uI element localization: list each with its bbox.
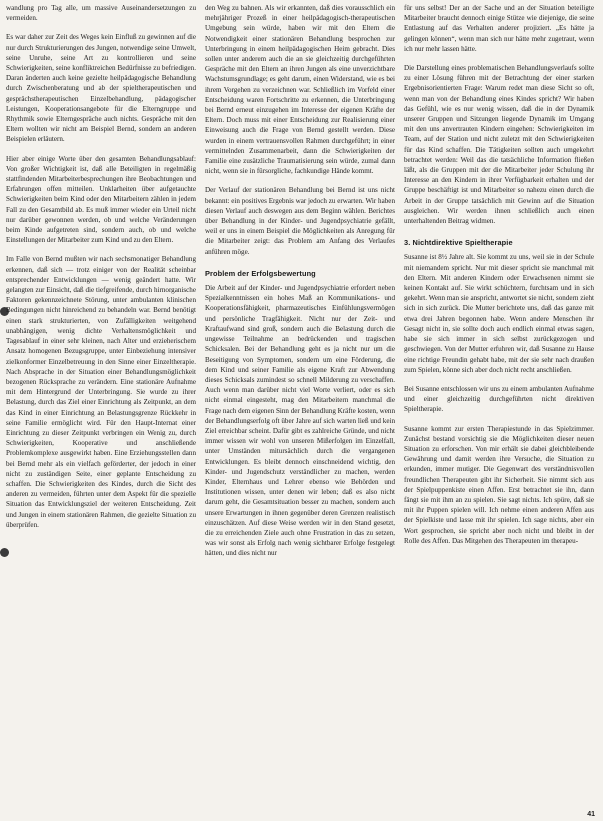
text-column-right: [404, 3, 594, 546]
paragraph: den Weg zu bahnen. Als wir erkannten, daß dies vorausschlich ein mehrjähriger Prozeß in einer heilpädagogisch-therapeutischen Umgebung sein würde, haben wir mit den Eltern die Notwendigkeit einer stationären Behandlung besprochen zur Unterbringung in einem heilpädagogischen Heim gebracht. Dies sollen unter anderem auch die an sie gleichzeitig durchgeführten Gespräche mit den Eltern an ihren Jungen als eine unverzichtbare Wachstumsgrundlage; es geht darum, einen Widerstand, wie es bei ihrem Vorgehen zu verzeichnen war. Schließlich im Vorfeld einer Entscheidung waren Fortschritte zu erkennen, die Unterbringung bei Bernd erneut einzugehen im Interesse der eigenen Kräfte der Eltern. Doch muss mit einer Entscheidung zur Realisierung einer Einweisung auch die Frage von Bernd gestellt werden. Diese wurden in einem vertrauensvollen Rahmen durchgeführt; in einer vermittelnden Zusammenarbeit, dann die Schwierigkeiten der Familie eine zusätzliche Traumatisierung sein würde, zumal dann nicht, wenn sie in fürsorgliche, fachkundige Hände kommt.: [205, 4, 395, 176]
paragraph: Susanne ist 8½ Jahre alt. Sie kommt zu uns, weil sie in der Schule mit niemandem spricht. Nur mit dieser spricht sie manchmal mit den Eltern. Mit anderen Kindern oder Erwachsenen nimmt sie keinen Kontakt auf. Sie wirkt schüchtern, furchtsam und in sich gekehrt. Wenn man sie anspricht, antwortet sie nicht, sondern zieht sich in sich zurück. Die Mutter berichtete uns, daß das ganze mit etwa drei Jahren begonnen habe. Wenn andere Menschen ihr Gesagt nicht in, sie sollte doch auch endlich einmal etwas sagen, habe sie sich immer in sich selbst zurückgezogen und geschwiegen. Von der Mutter erfuhren wir, daß Susanne zu Hause eine richtige Freundin gehabt habe, mit der sie sehr nach draußen zum Spielen, könne sich aber doch nicht recht anschließen.: [404, 253, 594, 374]
paragraph: Bei Susanne entschlossen wir uns zu einem ambulanten Aufnahme und einer gleichzeitig durchgeführten nicht direktiven Spieltherapie.: [404, 384, 594, 414]
page-number: 41: [587, 811, 595, 818]
text-column-middle: [205, 3, 395, 559]
binder-hole: [0, 548, 9, 557]
section-heading: Problem der Erfolgsbewertung: [205, 268, 316, 278]
paragraph: wandlung pro Tag alle, um massive Auseinandersetzungen zu vermeiden.: [6, 4, 196, 23]
paragraph: Der Verlauf der stationären Behandlung bei Bernd ist uns nicht bekannt: ein positives Ergebnis war jedoch zu erwarten. Wir haben diesen Verlauf auch deswegen aus dem Beginn wählen. Berichtes über Behandlung in der Kinder- und Jugendpsychiatrie gefällt, weil er uns in einem Beispiel die Möglichkeiten als Anregung für die Mitarbeiter zeigt: das Problem am Anfang des Verlaufes anführen möge.: [205, 186, 395, 256]
paragraph: Hier aber einige Worte über den gesamten Behandlungsablauf: Von großer Wichtigkeit ist, daß alle Beteiligten in regelmäßig stattfindenden Mitarbeiterbesprechungen ihre Beobachtungen und Erfahrungen offen mitteilen. Unklarheiten über aufgetauchte Schwierigkeiten beim Kind oder den Mitarbeitern zählen in jedem Fall zu den Gesamtbild ab. Es muß immer wieder ein Urteil nicht nur darüber gewonnen werden, ob und welche Veränderungen beim Kinde aufgetreten sind, sondern auch, ob und welche Einstellungen der Mitarbeiter zum Kind und zu den Eltern.: [6, 154, 196, 245]
paragraph: Die Darstellung eines problematischen Behandlungsverlaufs sollte zu einer Lösung führen mit der Betrachtung der einer starken Ergebnisorientierten Frage: Warum redet man diese Sicht so oft, wenn man von der Behandlung eines Kindes spricht? Wir haben das Gefühl, wie es nur wenig wissen, daß die in der Dynamik unserer Gruppen und Sitzungen liegende Dynamik im Umgang mit den uns anvertrauten Kindern eingehen: Schwierigkeiten im Team, auf der Station und nicht zuletzt mit den Schwierigkeiten für das Kind schaffen. Die Tätigkeiten sollten auch umgekehrt betrachtet werden: Weil das die tatsächliche Information fließen läßt, als die Gruppen mit der die Mitarbeiter jeder Schulung ihr Interesse an den Kindern in ihrer Verfügbarkeit erhalten und der Gruppe beschäftigt ist und Mitarbeiter so nahezu einen durch die Arbeit in der Gruppe tatsächlich mit Gewinn auf die Situation ausgleichen. Wir werden ihnen schließlich auch einen unterhaltenden Beitrag widmen.: [404, 64, 594, 226]
text-column-left: [6, 3, 196, 530]
paragraph: Es war daher zur Zeit des Weges kein Einfluß zu gewinnen auf die nur durch Strukturierungen des Jungen, notwendige seine Umwelt, seine Unruhe, seine Art zu kontrollieren und seine Schwierigkeiten, seine konfliktreichen Bedürfnisse zu befriedigen. Daran änderten auch keine gezielte heilpädagogische Behandlung durch Zwischenberatung und ab der spieltherapeutischen und gesprächstherapeutischen Einzelbehandlung, pädagogischer Leistungen, Kooperationsangebote für die Elterngruppe und Rhythmik sowie Elterngespräche auch nichts. Gespräche mit den Eltern wollten wir nicht am Beispiel Bernd, sondern an anderen Beispielen erläutern.: [6, 33, 196, 144]
paragraph: für uns selbst! Der an der Sache und an der Situation beteiligte Mitarbeiter braucht dennoch einige Stütze wie diejenige, die seine Entlastung auf das Verhalten anderer projiziert. „Es hätte ja gelingen können“, wenn man sich nur hätte mehr zugetraut, wenn ich nur mehr lassen hätte.: [404, 4, 594, 53]
paragraph: Die Arbeit auf der Kinder- und Jugendpsychiatrie erfordert neben Spezialkenntnissen ein hohes Maß an Kommunikations- und Kooperationsfähigkeit, pharmazeutisches Einfühlungsvermögen und persönliche Tragfähigkeit. Nicht nur der Zeit- und Kraftaufwand sind groß, sondern auch die Belastung durch die ungewisse Teilnahme an bedrückenden und tragischen Schicksalen. Bei der Behandlung geht es ja nicht nur um die Beseitigung von Symptomen, sondern um eine Förderung, die dem Kind und seiner Familie als eigene Kraft zur Abwendung dieses Schicksals zumindest so schnell Milderung zu verschaffen. Auch wenn man darüber nicht viel Worte verliert, oder es sich nicht einmal eingesteht, mag den Mitarbeitern manchmal die Frage nach dem eigenen Sinn der Behandlung Kräfte kosten, wenn der Behandlungserfolg oft über Jahre auf sich warten ließ und kein Ziel erreichbar scheint. Dafür gibt es zahlreiche Gründe, und nicht immer wissen wir wohl von unseren Mißerfolgen im Einzelfall, unter Umständen mitursächlich durch die vergangenen Entwicklungen. Es bleibt dennoch einschneidend wichtig, den Kinder- und Jugendschutz verständlicher zu machen, werden Kinder, Elternhaus und Lehrer ebenso wie Behörden und Institutionen wissen, unter denen wir leben; daß es also nicht darum geht, die Gesamtsituation besser zu machen, sondern auch unsere Erwartungen in ihnen gegenüber deren Grenzen realistisch einzuschätzen. Auf diese Weise werden wir in den Stand gesetzt, die zu erreichenden Ziele auch ohne Frustration in das zu setzen, was wir sonst als Erfolg nach wenig sichtbarer Erfolge festgelegt hätten, und dies nicht nur: [205, 284, 395, 558]
section-heading: 3. Nichtdirektive Spieltherapie: [404, 238, 513, 248]
paragraph: Im Falle von Bernd mußten wir nach sechsmonatiger Behandlung erkennen, daß sich — trotz einiger von der Realität scheinbar entsprechender Entwicklungen — wenig geändert hatte. Wir gelangten zur Einsicht, daß die tiefgreifende, durch hirnorganische Faktoren gekennzeichnete Störung, unter ambulanten klinischen Bedingungen nicht hinreichend zu behandeln war. Bernd benötigt einen stark strukturierten, von Zufälligkeiten weitgehend unabhängigen, wenig dichte Verhaltensmöglichkeit und Tagesablauf in einer sehr kleinen, nach Alter und erzieherischem Ansatz homogenen Bezugsgruppe, unter Einbeziehung intensiver zielkonformer Einzelbetreuung in den Sinne einer Einzeltherapie. Nach Absprache in der Situation einer Behandlungsmöglichkeit bezogenen Rücksprache zu verändern. Eine stationäre Aufnahme mit dem Hintergrund der Unterbringung. Sie wurde zu ihrer Belastung, durch das Ziel einer Einrichtung als Zeitpunkt, an dem das Kind in einer Einrichtung an Belastungsgrenze Rückkehr in seine Familie ermöglicht wird. Für den Haupt-Internat einer Einrichtung zu dieser Zeitpunkt verbringen ein Wenig zu, durch Schwierigkeiten, Kooperative und anschließende Problemkomplexe ausgewirkt haben. Eine Erziehungsstellen dann bei Bernd mehr als ein vielfach geförderter, der jedoch in einer nicht zu zuständigen Seite, einer geplante Entscheidung zu schaffen. Die Schwierigkeiten des Kindes, durch die Sicht des anderen zu vermeiden, führten unter dem Aspekt für die spezielle Situation das Entwicklungsziel der weiteren Entscheidung. Zeit und Jungen in einem stationären Rahmen, die gezielte Situation zu überprüfen.: [6, 255, 196, 529]
paragraph: Susanne kommt zur ersten Therapiestunde in das Spielzimmer. Zunächst bestand vorsichtig sie die Möglichkeiten dieser neuen Situation zu erforschen. Von mir erhält sie dabei gleichbleibende Gewährung und damit werden ihre Versuche, die Situation zu erkunden, immer mutiger. Die Gegenwart des verständnisvollen freundlichen Therapeuten gibt ihr Sicherheit. Sie nimmt sich aus der Spielpuppenkiste einen Affen. Erst betrachtet sie ihn, dann fängt sie mit ihm an zu spielen. Sie sagt nichts. Ich spüre, daß sie mit ihr Puppen spielen will. Ich nehme einen anderen Affen aus der Spielkiste und lasse mit ihr spielen. Ich sage nichts, aber ein Wort gesprochen, sie spricht aber noch nicht und bleibt in der Rolle des Affen. Das Mitgehen des Therapeuten im therapeu-: [404, 424, 594, 545]
